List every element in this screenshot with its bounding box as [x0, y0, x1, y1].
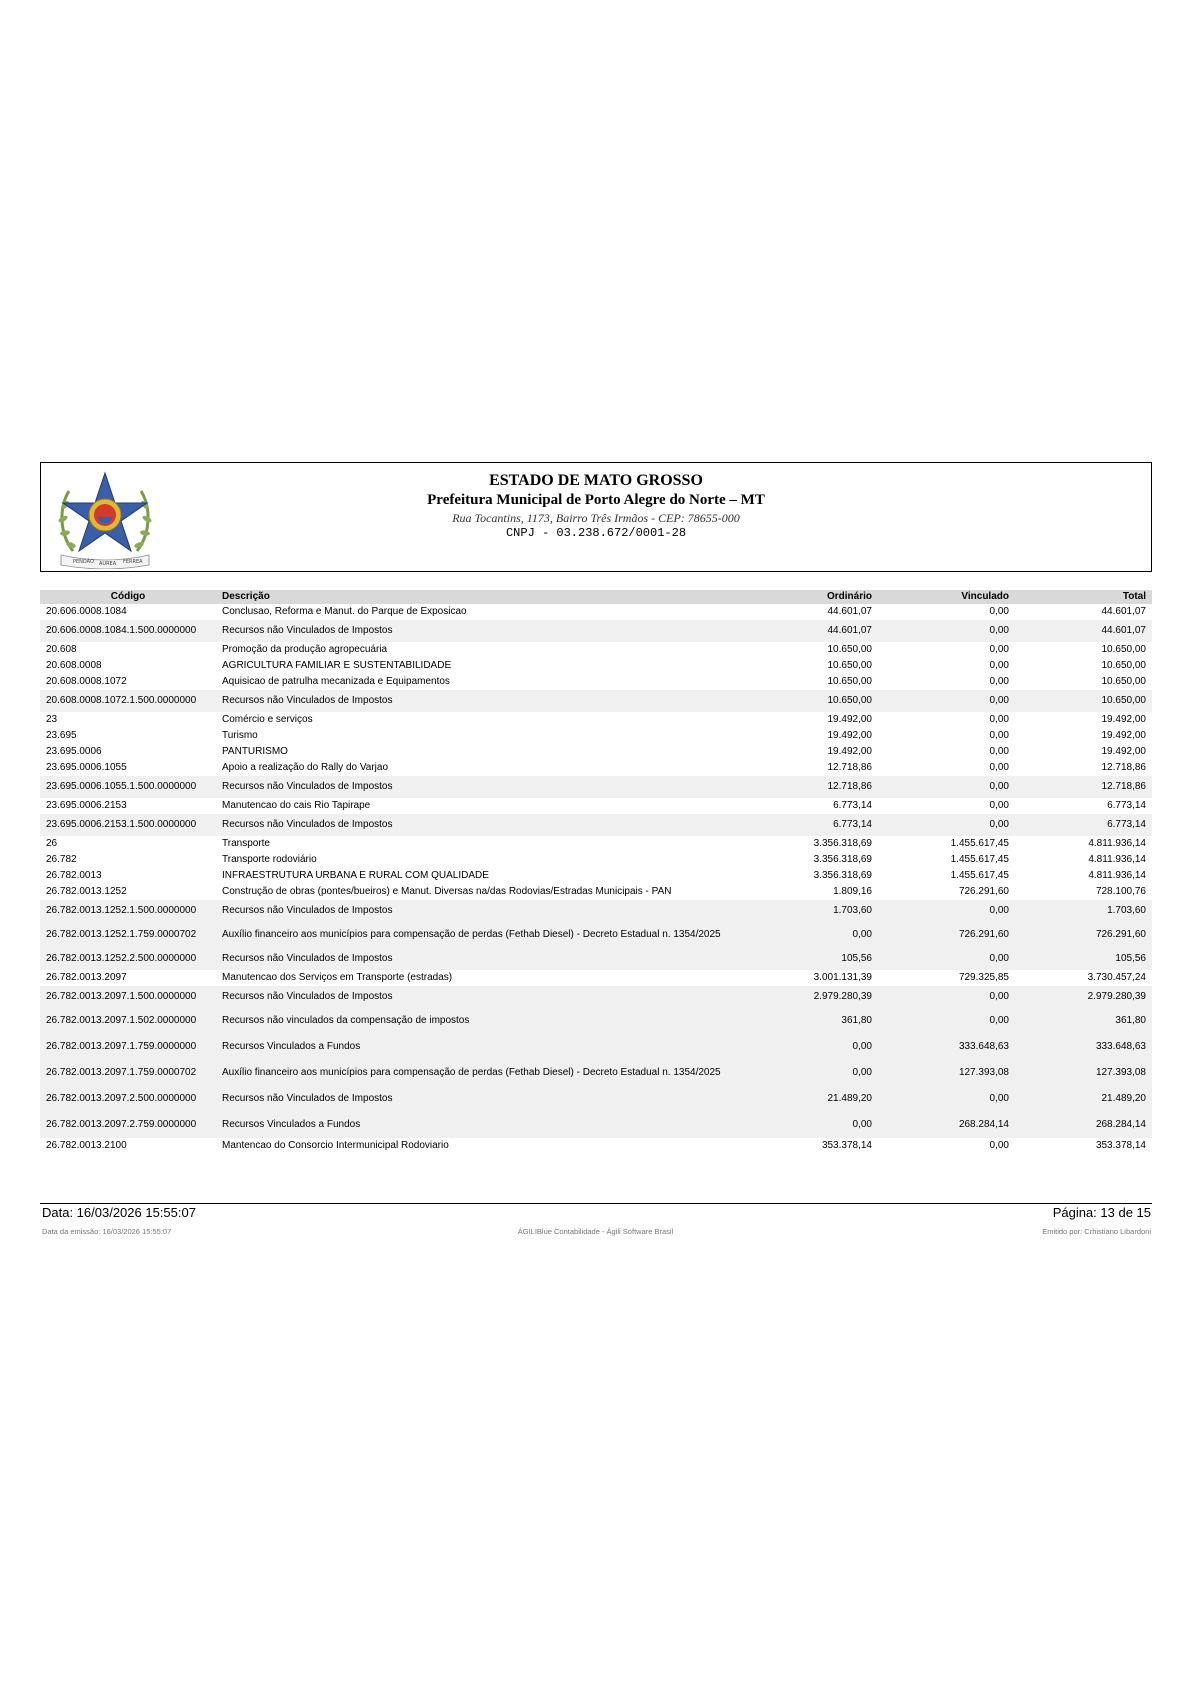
cell-code: 26.782.0013.2097.1.500.0000000 [40, 986, 216, 1008]
cell-ordinario: 10.650,00 [827, 676, 872, 687]
cell-vinculado: 1.455.617,45 [950, 870, 1009, 881]
cell-total: 19.492,00 [1101, 746, 1146, 757]
cell-description: Recursos não Vinculados de Impostos [216, 814, 748, 836]
crest-motto-right: FERREA [123, 559, 143, 565]
cell-vinculado: 726.291,60 [878, 922, 1015, 948]
cell-ordinario: 44.601,07 [748, 620, 878, 642]
footer-date: Data: 16/03/2026 15:55:07 [42, 1205, 196, 1220]
cell-code: 26.782.0013.2097.1.502.0000000 [40, 1008, 216, 1034]
table-row [40, 604, 1152, 620]
prefeitura-address: Rua Tocantins, 1173, Bairro Três Irmãos - CEP: 78655-000 [452, 511, 740, 525]
cell-ordinario: 21.489,20 [748, 1086, 878, 1112]
table-header-row [40, 590, 1152, 604]
cell-vinculado: 0,00 [989, 762, 1009, 773]
cell-vinculado: 0,00 [878, 948, 1015, 970]
table-row [40, 776, 1152, 798]
table-row [40, 970, 1152, 986]
cell-description: Mantencao do Consorcio Intermunicipal Rodoviario [222, 1140, 449, 1151]
cell-total: 2.979.280,39 [1015, 986, 1152, 1008]
cell-vinculado: 0,00 [878, 1008, 1015, 1034]
column-header-total: Total [1015, 590, 1152, 604]
column-header-description: Descrição [216, 590, 748, 604]
cell-description: Manutencao do cais Rio Tapirape [222, 800, 371, 811]
cell-ordinario: 1.703,60 [748, 900, 878, 922]
cell-vinculado: 1.455.617,45 [950, 838, 1009, 849]
cell-ordinario: 3.001.131,39 [813, 972, 872, 983]
cell-vinculado: 1.455.617,45 [950, 854, 1009, 865]
cell-description: Transporte rodoviário [222, 854, 317, 865]
cell-description: Auxílio financeiro aos municípios para compensação de perdas (Fethab Diesel) - Decreto Estadual n. 1354/2025 [216, 922, 748, 948]
cell-total: 10.650,00 [1101, 644, 1146, 655]
cell-code: 23.695.0006.2153.1.500.0000000 [40, 814, 216, 836]
cell-description: Transporte [222, 838, 270, 849]
table-row [40, 836, 1152, 852]
cell-total: 44.601,07 [1101, 606, 1146, 617]
cell-vinculado: 333.648,63 [878, 1034, 1015, 1060]
cell-total: 105,56 [1015, 948, 1152, 970]
cell-total: 10.650,00 [1101, 660, 1146, 671]
cell-description: Apoio a realização do Rally do Varjao [222, 762, 389, 773]
cell-total: 361,80 [1015, 1008, 1152, 1034]
cell-ordinario: 0,00 [748, 1112, 878, 1138]
cell-total: 12.718,86 [1015, 776, 1152, 798]
cell-total: 3.730.457,24 [1087, 972, 1146, 983]
cell-code: 26.782.0013.1252.1.500.0000000 [40, 900, 216, 922]
table-row [40, 658, 1152, 674]
cell-description: Construção de obras (pontes/bueiros) e Manut. Diversas na/das Rodovias/Estradas Municipais - PAN [222, 886, 672, 897]
column-header-vinculado: Vinculado [878, 590, 1015, 604]
cell-vinculado: 0,00 [989, 800, 1009, 811]
cell-ordinario: 3.356.318,69 [813, 870, 872, 881]
table-row [40, 1060, 1152, 1086]
cell-total: 726.291,60 [1015, 922, 1152, 948]
table-body [40, 604, 1152, 1154]
cell-vinculado: 268.284,14 [878, 1112, 1015, 1138]
table-row [40, 814, 1152, 836]
cell-code: 26.782.0013 [46, 870, 102, 881]
prefeitura-cnpj: CNPJ - 03.238.672/0001-28 [505, 526, 687, 540]
cell-code: 23.695 [46, 730, 77, 741]
table-row [40, 620, 1152, 642]
cell-description: Recursos não Vinculados de Impostos [216, 986, 748, 1008]
cell-vinculado: 0,00 [878, 1086, 1015, 1112]
cell-total: 1.703,60 [1015, 900, 1152, 922]
table-row [40, 852, 1152, 868]
cell-code: 26.782.0013.2097 [46, 972, 127, 983]
cell-vinculado: 0,00 [989, 746, 1009, 757]
column-header-code: Código [40, 590, 216, 604]
cell-ordinario: 19.492,00 [827, 746, 872, 757]
cell-description: Comércio e serviços [222, 714, 313, 725]
cell-code: 26.782 [46, 854, 77, 865]
cell-description: Conclusao, Reforma e Manut. do Parque de Exposicao [222, 606, 467, 617]
cell-ordinario: 6.773,14 [748, 814, 878, 836]
cell-vinculado: 0,00 [878, 776, 1015, 798]
cell-description: Promoção da produção agropecuária [222, 644, 388, 655]
cell-description: Recursos Vinculados a Fundos [216, 1112, 748, 1138]
cell-code: 23.695.0006.2153 [46, 800, 127, 811]
cell-total: 268.284,14 [1015, 1112, 1152, 1138]
cell-vinculado: 0,00 [989, 644, 1009, 655]
cell-total: 10.650,00 [1015, 690, 1152, 712]
footer-divider [40, 1203, 1152, 1204]
cell-code: 26.782.0013.1252.2.500.0000000 [40, 948, 216, 970]
cell-ordinario: 3.356.318,69 [813, 854, 872, 865]
cell-description: INFRAESTRUTURA URBANA E RURAL COM QUALIDADE [222, 870, 489, 881]
header-text-block [41, 471, 1151, 541]
table-row [40, 760, 1152, 776]
cell-vinculado: 726.291,60 [958, 886, 1009, 897]
cell-code: 26.782.0013.2097.2.500.0000000 [40, 1086, 216, 1112]
table-row [40, 900, 1152, 922]
table-row [40, 884, 1152, 900]
cell-ordinario: 361,80 [748, 1008, 878, 1034]
cell-ordinario: 12.718,86 [827, 762, 872, 773]
cell-ordinario: 10.650,00 [827, 660, 872, 671]
cell-total: 127.393,08 [1015, 1060, 1152, 1086]
cell-ordinario: 353.378,14 [821, 1140, 872, 1151]
cell-ordinario: 10.650,00 [827, 644, 872, 655]
cell-ordinario: 19.492,00 [827, 714, 872, 725]
cell-code: 26 [46, 838, 58, 849]
cell-vinculado: 729.325,85 [958, 972, 1009, 983]
cell-vinculado: 0,00 [989, 714, 1009, 725]
cell-ordinario: 1.809,16 [833, 886, 872, 897]
cell-total: 4.811.936,14 [1088, 838, 1146, 849]
table-row [40, 690, 1152, 712]
cell-ordinario: 0,00 [748, 1060, 878, 1086]
cell-total: 44.601,07 [1015, 620, 1152, 642]
cell-vinculado: 0,00 [989, 1140, 1009, 1151]
cell-description: Recursos não Vinculados de Impostos [216, 620, 748, 642]
cell-total: 728.100,76 [1095, 886, 1146, 897]
cell-ordinario: 6.773,14 [833, 800, 872, 811]
cell-vinculado: 0,00 [989, 676, 1009, 687]
cell-ordinario: 105,56 [748, 948, 878, 970]
table-row [40, 712, 1152, 728]
prefeitura-name: Prefeitura Municipal de Porto Alegre do Norte – MT [427, 492, 765, 508]
cell-description: Recursos Vinculados a Fundos [216, 1034, 748, 1060]
cell-vinculado: 0,00 [878, 900, 1015, 922]
cell-code: 20.608 [46, 644, 77, 655]
cell-ordinario: 3.356.318,69 [813, 838, 872, 849]
cell-total: 4.811.936,14 [1088, 854, 1146, 865]
footer-issued-by: Emitido por: Crhistiano Libardoni [1042, 1227, 1151, 1236]
cell-code: 20.608.0008 [46, 660, 102, 671]
table-row [40, 728, 1152, 744]
column-header-ordinario: Ordinário [748, 590, 878, 604]
cell-ordinario: 0,00 [748, 1034, 878, 1060]
cell-description: Recursos não Vinculados de Impostos [216, 948, 748, 970]
cell-description: Recursos não Vinculados de Impostos [216, 776, 748, 798]
cell-ordinario: 12.718,86 [748, 776, 878, 798]
cell-vinculado: 0,00 [878, 690, 1015, 712]
cell-description: Recursos não Vinculados de Impostos [216, 900, 748, 922]
cell-code: 23.695.0006 [46, 746, 102, 757]
cell-description: Recursos não Vinculados de Impostos [216, 1086, 748, 1112]
cell-vinculado: 0,00 [878, 986, 1015, 1008]
table-row [40, 922, 1152, 948]
table-row [40, 986, 1152, 1008]
cell-ordinario: 44.601,07 [827, 606, 872, 617]
cell-code: 23.695.0006.1055 [46, 762, 127, 773]
cell-description: Turismo [222, 730, 258, 741]
cell-code: 26.782.0013.2100 [46, 1140, 127, 1151]
crest-motto-left: PENDÃO [73, 559, 94, 565]
cell-vinculado: 127.393,08 [878, 1060, 1015, 1086]
table-row [40, 1008, 1152, 1034]
cell-code: 20.606.0008.1084 [46, 606, 127, 617]
cell-code: 20.606.0008.1084.1.500.0000000 [40, 620, 216, 642]
cell-description: Manutencao dos Serviços em Transporte (estradas) [222, 972, 453, 983]
footer-page-number: Página: 13 de 15 [1052, 1205, 1151, 1220]
cell-code: 20.608.0008.1072 [46, 676, 127, 687]
expenses-table-wrapper [40, 590, 1152, 1154]
cell-total: 333.648,63 [1015, 1034, 1152, 1060]
footer-software: ÁGILIBlue Contabilidade - Ágili Software Brasil [517, 1227, 674, 1236]
cell-description: Recursos não vinculados da compensação de impostos [216, 1008, 748, 1034]
table-row [40, 1138, 1152, 1154]
cell-total: 6.773,14 [1015, 814, 1152, 836]
cell-total: 4.811.936,14 [1088, 870, 1146, 881]
cell-total: 10.650,00 [1101, 676, 1146, 687]
table-row [40, 1112, 1152, 1138]
cell-vinculado: 0,00 [989, 606, 1009, 617]
cell-code: 26.782.0013.1252 [46, 886, 127, 897]
cell-vinculado: 0,00 [878, 620, 1015, 642]
cell-code: 23 [46, 714, 58, 725]
cell-ordinario: 10.650,00 [748, 690, 878, 712]
cell-ordinario: 19.492,00 [827, 730, 872, 741]
cell-code: 26.782.0013.1252.1.759.0000702 [40, 922, 216, 948]
cell-total: 6.773,14 [1107, 800, 1146, 811]
table-row [40, 868, 1152, 884]
expenses-table [40, 590, 1152, 1154]
cell-code: 26.782.0013.2097.2.759.0000000 [40, 1112, 216, 1138]
cell-total: 19.492,00 [1101, 730, 1146, 741]
cell-ordinario: 2.979.280,39 [748, 986, 878, 1008]
cell-description: Recursos não Vinculados de Impostos [216, 690, 748, 712]
table-row [40, 948, 1152, 970]
cell-description: Auxílio financeiro aos municípios para compensação de perdas (Fethab Diesel) - Decreto Estadual n. 1354/2025 [216, 1060, 748, 1086]
table-row [40, 1086, 1152, 1112]
cell-description: AGRICULTURA FAMILIAR E SUSTENTABILIDADE [222, 660, 452, 671]
report-header [40, 462, 1152, 572]
cell-description: Aquisicao de patrulha mecanizada e Equipamentos [222, 676, 450, 687]
state-name: ESTADO DE MATO GROSSO [489, 472, 703, 489]
cell-code: 26.782.0013.2097.1.759.0000702 [40, 1060, 216, 1086]
cell-ordinario: 0,00 [748, 922, 878, 948]
table-row [40, 744, 1152, 760]
table-row [40, 642, 1152, 658]
cell-total: 353.378,14 [1095, 1140, 1146, 1151]
table-row [40, 674, 1152, 690]
footer-emission-date: Data da emissão: 16/03/2026 15:55:07 [42, 1227, 172, 1236]
cell-code: 26.782.0013.2097.1.759.0000000 [40, 1034, 216, 1060]
cell-vinculado: 0,00 [989, 660, 1009, 671]
cell-vinculado: 0,00 [989, 730, 1009, 741]
cell-total: 19.492,00 [1101, 714, 1146, 725]
crest-motto-center: AUREA [99, 561, 117, 567]
cell-total: 21.489,20 [1015, 1086, 1152, 1112]
table-row [40, 1034, 1152, 1060]
cell-code: 23.695.0006.1055.1.500.0000000 [40, 776, 216, 798]
cell-total: 12.718,86 [1101, 762, 1146, 773]
cell-vinculado: 0,00 [878, 814, 1015, 836]
table-row [40, 798, 1152, 814]
cell-code: 20.608.0008.1072.1.500.0000000 [40, 690, 216, 712]
cell-description: PANTURISMO [222, 746, 288, 757]
